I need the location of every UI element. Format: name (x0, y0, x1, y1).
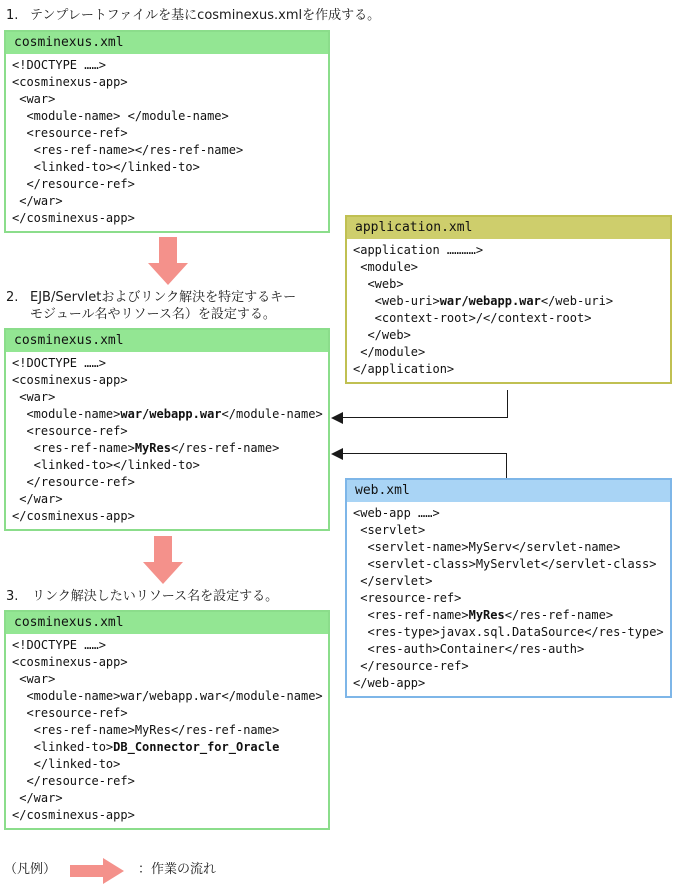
cosminexus-xml-step3-code: <!DOCTYPE ……> <cosminexus-app> <war> <module-name>war/webapp.war</module-name> <resource-ref> <res-ref-name>MyRes</res-ref-name> <linked-to>DB_Connector_for_Oracle </linked-to> </resource-ref> </war> </cosminexus-app> (6, 634, 328, 828)
cosminexus-xml-step2-title: cosminexus.xml (6, 330, 328, 352)
legend-label: （凡例） (4, 862, 57, 877)
cosminexus-xml-step3-title: cosminexus.xml (6, 612, 328, 634)
application-xml-title: application.xml (347, 217, 670, 239)
legend-flow-arrow-icon (70, 856, 126, 886)
application-xml-box (345, 215, 672, 384)
connector-application-horizontal (342, 417, 508, 418)
step1-number: 1. (6, 8, 19, 23)
web-xml-code: <web-app ……> <servlet> <servlet-name>MyServ</servlet-name> <servlet-class>MyServlet</servlet-class> </servlet> <resource-ref> <res-ref-name>MyRes</res-ref-name> <res-type>javax.sql.DataSource</res-type> <res-auth>Container</res-auth> </resource-ref> </web-app> (347, 502, 670, 696)
legend-meaning: ：作業の流れ (138, 862, 217, 877)
cosminexus-xml-step1-title: cosminexus.xml (6, 32, 328, 54)
step2-title-line1: EJB/Servletおよびリンク解決を特定するキー (30, 290, 297, 305)
cosminexus-xml-step2-code: <!DOCTYPE ……> <cosminexus-app> <war> <module-name>war/webapp.war</module-name> <resource-ref> <res-ref-name>MyRes</res-ref-name> <linked-to></linked-to> </resource-ref> </war> </cosminexus-app> (6, 352, 328, 529)
step3-number: 3. (6, 589, 19, 604)
application-xml-code: <application …………> <module> <web> <web-uri>war/webapp.war</web-uri> <context-root>/</context-root> </web> </module> </application> (347, 239, 670, 382)
step1-title: テンプレートファイルを基にcosminexus.xmlを作成する。 (30, 8, 381, 23)
connector-application-arrowhead-icon (331, 412, 343, 424)
web-xml-box (345, 478, 672, 698)
connector-web-vertical (506, 453, 507, 478)
web-xml-title: web.xml (347, 480, 670, 502)
cosminexus-xml-box-step3 (4, 610, 330, 830)
cosminexus-xml-step1-code: <!DOCTYPE ……> <cosminexus-app> <war> <module-name> </module-name> <resource-ref> <res-ref-name></res-ref-name> <linked-to></linked-to> </resource-ref> </war> </cosminexus-app> (6, 54, 328, 231)
connector-web-horizontal (342, 453, 507, 454)
step2-number: 2. (6, 290, 19, 305)
cosminexus-xml-box-step2 (4, 328, 330, 531)
cosminexus-xml-box-step1 (4, 30, 330, 233)
connector-application-vertical (507, 390, 508, 417)
flow-arrow-down-1 (146, 237, 190, 287)
flow-arrow-down-2 (141, 536, 185, 586)
step3-title: リンク解決したいリソース名を設定する。 (32, 589, 279, 604)
step2-title-line2: モジュール名やリソース名）を設定する。 (30, 307, 276, 322)
connector-web-arrowhead-icon (331, 448, 343, 460)
